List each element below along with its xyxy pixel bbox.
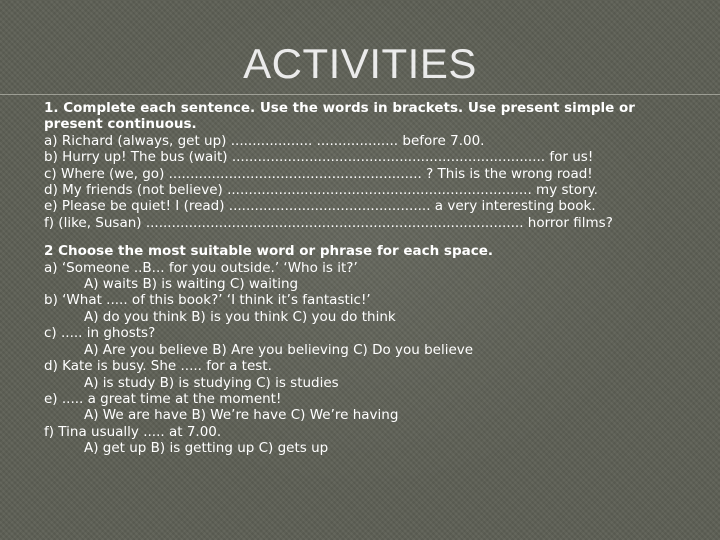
exercise-2-heading: 2 Choose the most suitable word or phrase for each space.: [44, 243, 494, 260]
exercise-2-question-f: f) Tina usually ..... at 7.00.: [44, 423, 222, 440]
exercise-2-options-d: A) is study B) is studying C) is studies: [84, 374, 339, 391]
activity-content: [44, 100, 684, 457]
exercise-1-heading-line-2: present continuous.: [44, 116, 197, 133]
exercise-2-question-a: a) ‘Someone ..B... for you outside.’ ‘Who is it?’: [44, 259, 358, 276]
exercise-1-item-d: d) My friends (not believe) ....................................................................... my story.: [44, 182, 598, 199]
exercise-1-item-b: b) Hurry up! The bus (wait) ......................................................................... for us!: [44, 149, 594, 166]
exercise-1-item-e: e) Please be quiet! I (read) ............................................... a very interesting book.: [44, 198, 596, 215]
exercise-2-question-b: b) ‘What ..... of this book?’ ‘I think it’s fantastic!’: [44, 292, 371, 309]
section-gap: [44, 231, 684, 243]
exercise-2: [44, 243, 684, 456]
exercise-2-options-e: A) We are have B) We’re have C) We’re having: [84, 407, 399, 424]
exercise-1-item-a: a) Richard (always, get up) ................... ................... before 7.00.: [44, 132, 485, 149]
page-title: ACTIVITIES: [243, 40, 477, 87]
exercise-2-question-d: d) Kate is busy. She ..... for a test.: [44, 358, 272, 375]
exercise-1-heading-line-1: 1. Complete each sentence. Use the words in brackets. Use present simple or: [44, 100, 635, 116]
exercise-2-options-f: A) get up B) is getting up C) gets up: [84, 440, 329, 457]
exercise-1-item-c: c) Where (we, go) ........................................................... ? This is the wrong road!: [44, 165, 593, 182]
title-divider: [0, 94, 720, 95]
exercise-2-options-c: A) Are you believe B) Are you believing C) Do you believe: [84, 341, 474, 358]
exercise-2-question-e: e) ..... a great time at the moment!: [44, 390, 282, 407]
exercise-2-question-c: c) ..... in ghosts?: [44, 325, 156, 342]
exercise-1: [44, 100, 684, 231]
exercise-2-options-b: A) do you think B) is you think C) you do think: [84, 308, 396, 325]
exercise-2-options-a: A) waits B) is waiting C) waiting: [84, 276, 299, 293]
exercise-1-item-f: f) (like, Susan) ........................................................................................ horror films?: [44, 214, 613, 231]
